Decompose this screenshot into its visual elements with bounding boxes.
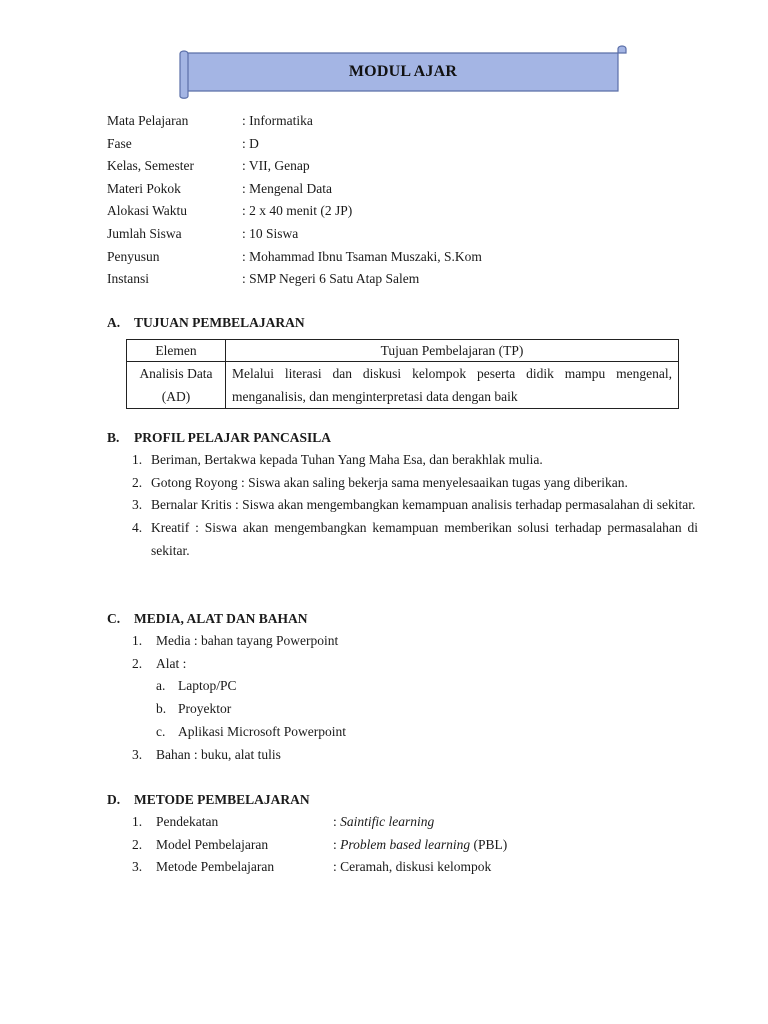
sub-list-text: Proyektor (178, 701, 232, 717)
identity-label: Jumlah Siswa (107, 225, 182, 241)
table-header-row (127, 340, 679, 362)
sub-list-letter: b. (156, 701, 167, 717)
identity-row (107, 178, 482, 201)
identity-label: Kelas, Semester (107, 158, 194, 174)
list-item (132, 744, 698, 767)
identity-row (107, 133, 482, 156)
method-label: Metode Pembelajaran (156, 859, 275, 875)
list-item (132, 653, 698, 676)
identity-value: : D (242, 135, 259, 151)
table-cell-tp: Melalui literasi dan diskusi kelompok peserta didik mampu mengenal, menganalisis, dan menginterpretasi data dengan baik (226, 362, 679, 409)
method-value-italic: Problem based learning (340, 836, 471, 852)
learning-objectives-table (126, 339, 679, 409)
section-letter: B. (107, 430, 120, 445)
section-letter: D. (107, 792, 121, 807)
table-row (127, 362, 679, 409)
identity-row (107, 155, 482, 178)
sub-list-item (132, 698, 698, 721)
method-list (132, 811, 698, 879)
list-number: 3. (132, 746, 143, 762)
section-letter: C. (107, 611, 121, 626)
sub-list-item (132, 675, 698, 698)
identity-row (107, 268, 482, 291)
sub-list-letter: a. (156, 678, 166, 694)
sub-list-item (132, 721, 698, 744)
identity-label: Penyusun (107, 248, 160, 264)
list-number: 3. (132, 497, 143, 513)
media-list (132, 630, 698, 766)
list-number: 1. (132, 452, 143, 467)
section-d-heading (107, 789, 310, 811)
identity-label: Alokasi Waktu (107, 203, 188, 219)
identity-label: Fase (107, 135, 132, 151)
page-title: MODUL AJAR (348, 63, 458, 80)
section-letter: A. (107, 315, 121, 330)
identity-label: Mata Pelajaran (107, 113, 189, 128)
list-number: 1. (132, 633, 143, 648)
identity-value: : SMP Negeri 6 Satu Atap Salem (242, 271, 420, 287)
list-number: 2. (132, 655, 143, 671)
section-title: TUJUAN PEMBELAJARAN (134, 315, 305, 330)
list-number: 2. (132, 474, 143, 490)
table-header-elemen: Elemen (127, 340, 226, 362)
list-number: 3. (132, 859, 143, 875)
section-title: METODE PEMBELAJARAN (134, 792, 310, 807)
list-text: Kreatif : Siswa akan mengembangkan kemampuan memberikan solusi terhadap permasalahan di sekitar. (151, 520, 698, 558)
list-item (132, 494, 698, 517)
identity-row (107, 223, 482, 246)
method-row (132, 834, 698, 857)
identity-row (107, 200, 482, 223)
list-number: 1. (132, 814, 143, 829)
method-label: Model Pembelajaran (156, 836, 269, 852)
identity-value: : 10 Siswa (242, 225, 299, 241)
list-text: Media : bahan tayang Powerpoint (156, 633, 339, 648)
identity-label: Materi Pokok (107, 180, 181, 196)
identity-label: Instansi (107, 271, 149, 287)
list-number: 2. (132, 836, 143, 852)
list-item (132, 449, 698, 472)
method-separator: : (333, 836, 341, 852)
identity-block (107, 110, 482, 291)
table-header-tp: Tujuan Pembelajaran (TP) (226, 340, 679, 362)
method-separator: : (333, 859, 341, 875)
method-label: Pendekatan (156, 814, 219, 829)
sub-list-text: Laptop/PC (178, 678, 237, 694)
section-a-heading (107, 312, 305, 334)
table-cell-elemen: Analisis Data (AD) (127, 362, 226, 409)
sub-list-letter: c. (156, 723, 166, 739)
method-row (132, 811, 698, 834)
method-value: (PBL) (470, 836, 508, 852)
list-text: Bahan : buku, alat tulis (156, 746, 281, 762)
identity-value: : VII, Genap (242, 158, 310, 174)
list-item (132, 630, 698, 653)
method-separator: : (333, 814, 341, 829)
method-row (132, 856, 698, 879)
list-number: 4. (132, 520, 143, 536)
list-text: Gotong Royong : Siswa akan saling bekerja sama menyelesaaikan tugas yang diberikan. (151, 474, 628, 490)
identity-row (107, 110, 482, 133)
profile-list (132, 449, 698, 563)
identity-row (107, 246, 482, 269)
section-c-heading (107, 608, 308, 630)
list-item (132, 472, 698, 495)
section-title: PROFIL PELAJAR PANCASILA (134, 430, 332, 445)
title-banner (178, 44, 628, 100)
list-text: Alat : (156, 655, 187, 671)
identity-value: : Mohammad Ibnu Tsaman Muszaki, S.Kom (242, 248, 482, 264)
list-item (132, 517, 698, 562)
list-text: Bernalar Kritis : Siswa akan mengembangkan kemampuan analisis terhadap permasalahan di sekitar. (151, 497, 696, 513)
section-title: MEDIA, ALAT DAN BAHAN (134, 611, 308, 626)
identity-value: : Informatika (242, 113, 313, 128)
section-b-heading (107, 427, 331, 449)
method-value-italic: Saintific learning (340, 814, 435, 829)
list-text: Beriman, Bertakwa kepada Tuhan Yang Maha Esa, dan berakhlak mulia. (151, 452, 543, 467)
identity-value: : Mengenal Data (242, 180, 332, 196)
identity-value: : 2 x 40 menit (2 JP) (242, 203, 353, 219)
method-value: Ceramah, diskusi kelompok (340, 859, 492, 875)
sub-list-text: Aplikasi Microsoft Powerpoint (178, 723, 346, 739)
